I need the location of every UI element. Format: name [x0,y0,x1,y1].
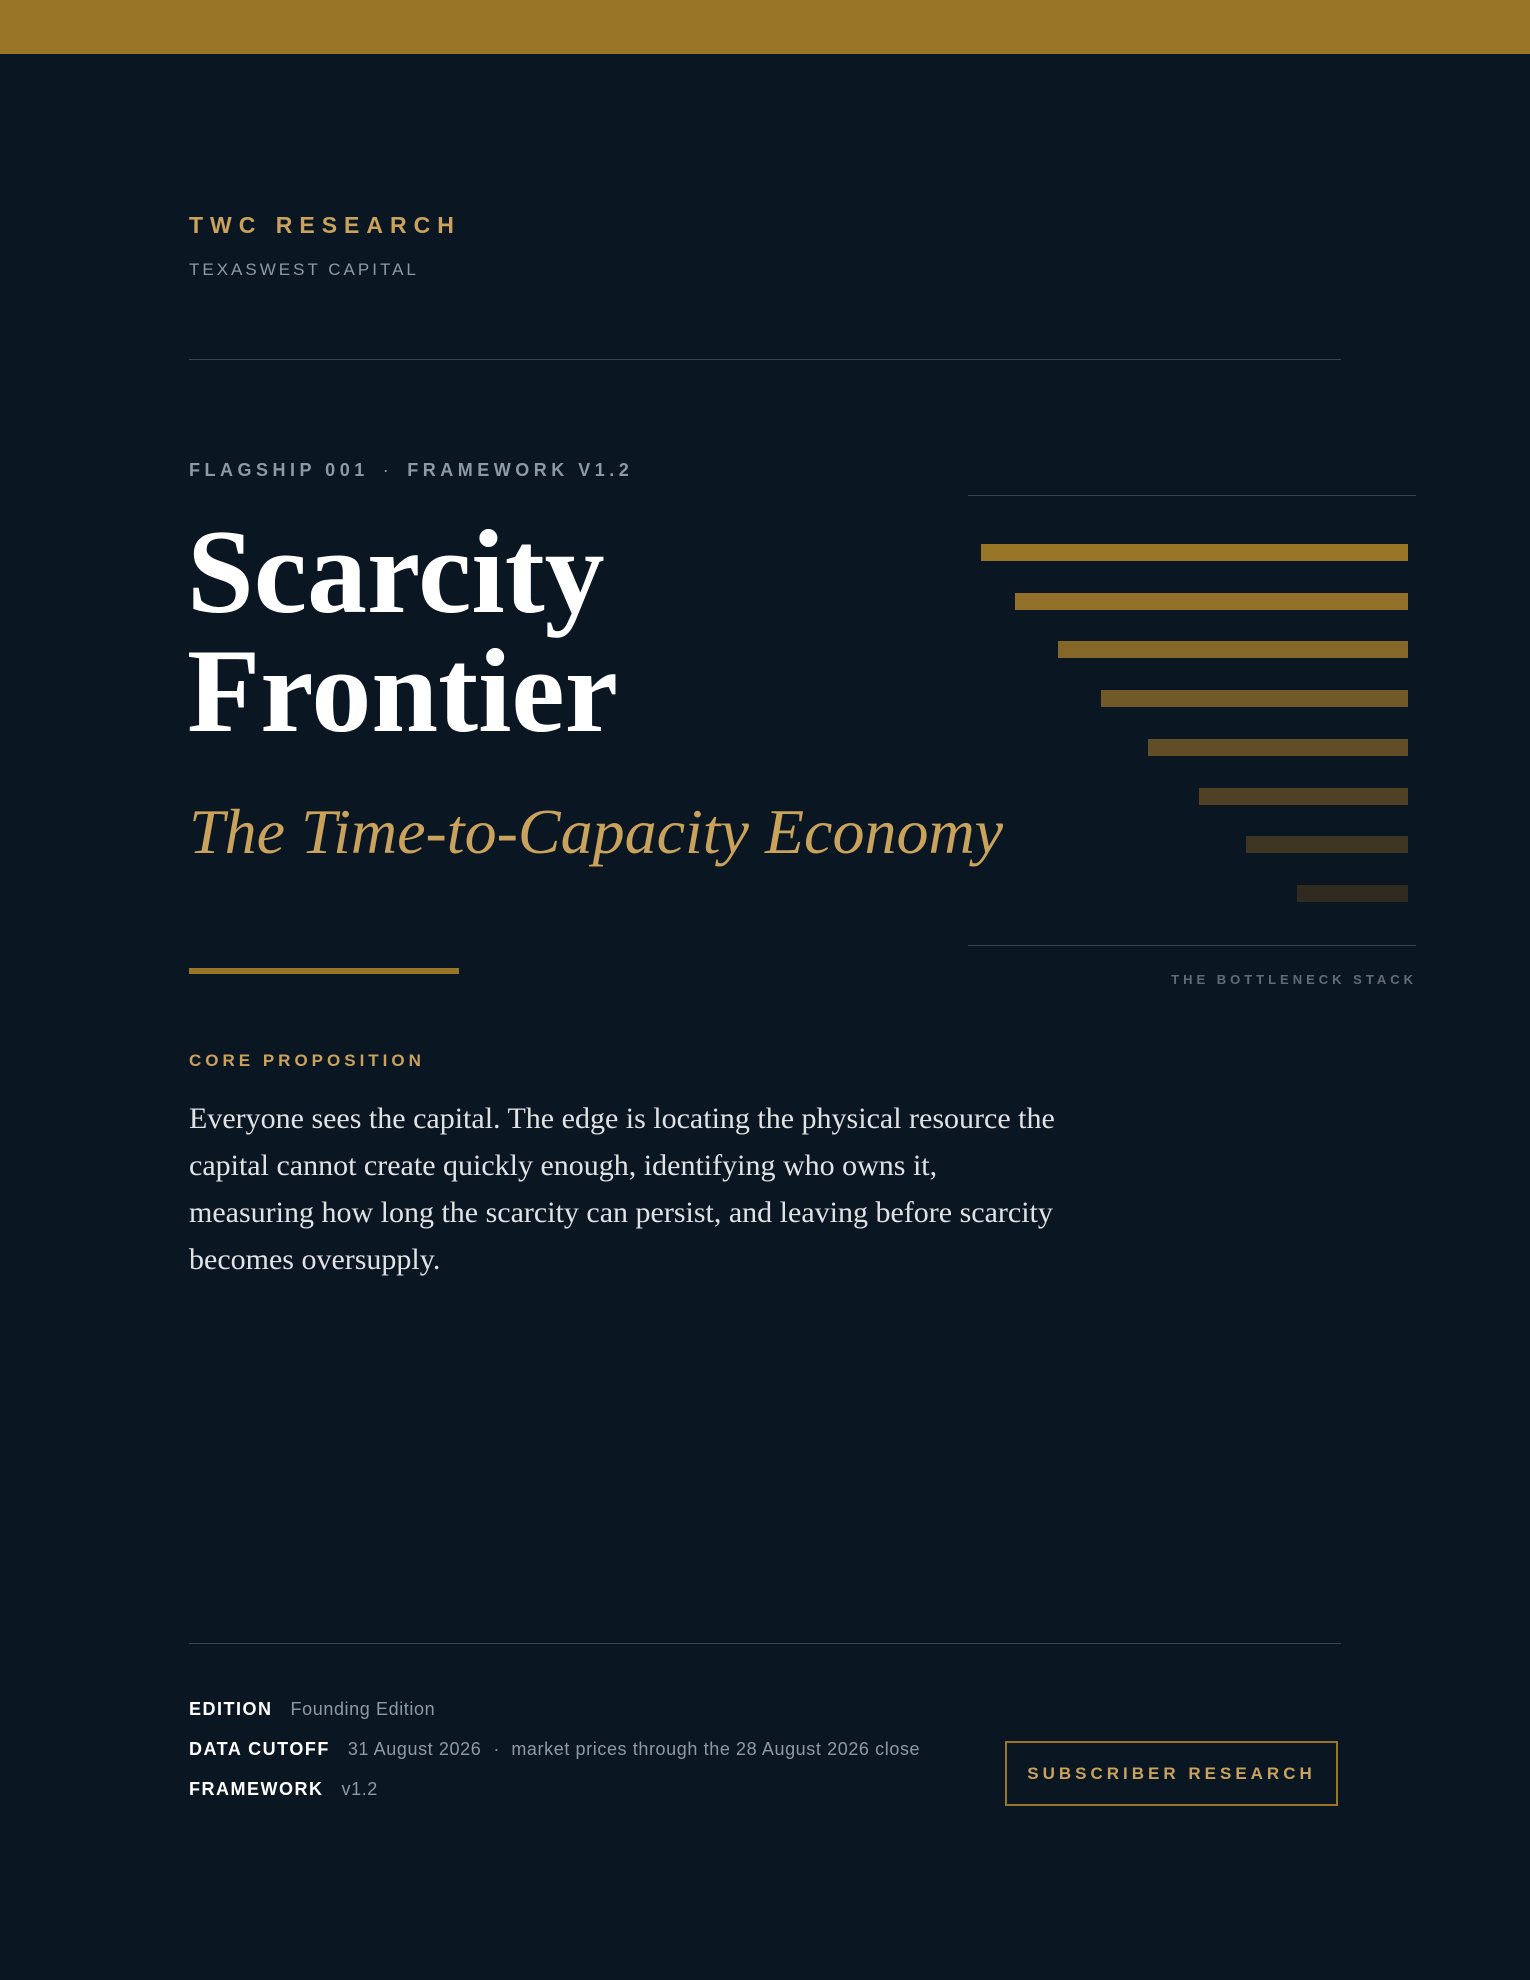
page-title [187,505,618,757]
stack-bar [1058,641,1408,658]
title-line-2: Frontier [187,624,618,757]
stack-bottom-rule [968,945,1416,946]
stack-bar [1199,788,1408,805]
meta-edition [189,1699,435,1720]
title-accent-rule [189,968,459,974]
stack-bar [1015,593,1408,610]
stack-bar [1148,739,1408,756]
framework-meta-value: v1.2 [341,1779,378,1799]
bottleneck-stack-graphic [968,495,1416,946]
series-eyebrow [189,460,633,481]
stack-bar [1246,836,1408,853]
core-proposition-text: Everyone sees the capital. The edge is locating the physical resource the capital cannot create quickly enough, identifying who owns it, measuring how long the scarcity can persist, and leaving before scarcity becomes oversupply. [189,1102,1055,1276]
top-accent-bar [0,0,1530,54]
subscriber-research-button[interactable]: SUBSCRIBER RESEARCH [1005,1741,1338,1806]
cutoff-note: market prices through the 28 August 2026 close [511,1739,921,1759]
framework-meta-label: FRAMEWORK [189,1779,324,1799]
page-subtitle: The Time-to-Capacity Economy [189,796,1004,867]
cutoff-separator: · [493,1739,500,1759]
stack-top-rule [968,495,1416,496]
header-divider [189,359,1341,360]
stack-caption: THE BOTTLENECK STACK [1171,972,1417,987]
eyebrow-separator: · [382,460,394,480]
brand-name: TWC RESEARCH [189,212,461,238]
meta-framework [189,1779,378,1800]
meta-data-cutoff [189,1739,920,1760]
cutoff-label: DATA CUTOFF [189,1739,330,1759]
stack-bar [1297,885,1408,902]
framework-label: FRAMEWORK V1.2 [407,460,634,480]
title-line-1: Scarcity [187,505,605,638]
brand-company: TEXASWEST CAPITAL [189,260,419,279]
stack-bar [1101,690,1408,707]
core-proposition-label: CORE PROPOSITION [189,1051,425,1070]
stack-bar [981,544,1408,561]
edition-value: Founding Edition [290,1699,436,1719]
series-label: FLAGSHIP 001 [189,460,369,480]
edition-label: EDITION [189,1699,273,1719]
footer-divider [189,1643,1341,1644]
cutoff-value: 31 August 2026 [347,1739,482,1759]
